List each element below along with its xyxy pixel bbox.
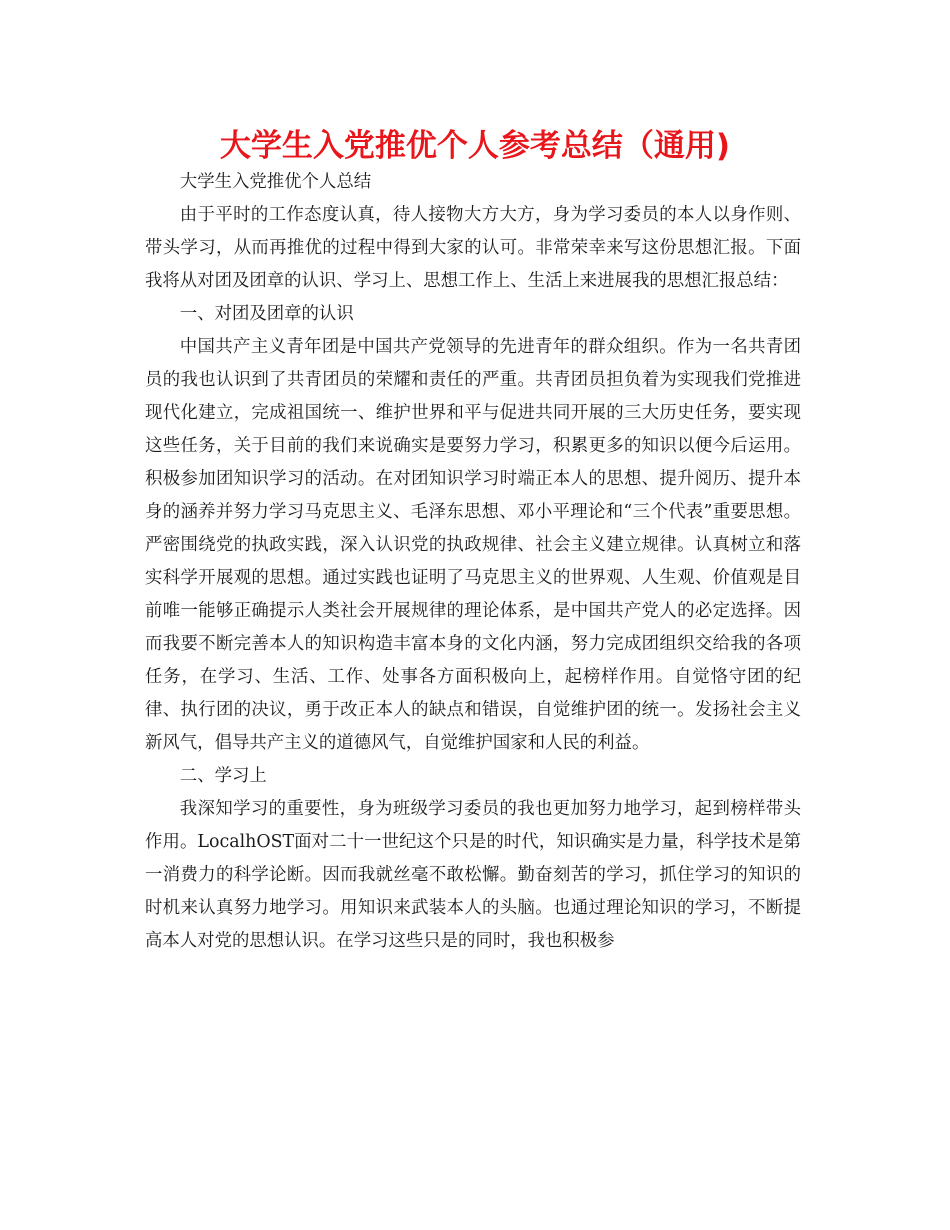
section-1-paragraph: 中国共产主义青年团是中国共产党领导的先进青年的群众组织。作为一名共青团员的我也认识到了共青团员的荣耀和责任的严重。共青团员担负着为实现我们党推进现代化建立，完成祖国统一、维护世界和平与促进共同开展的三大历史任务，要实现这些任务，关于目前的我们来说确实是要努力学习，积累更多的知识以便今后运用。积极参加团知识学习的活动。在对团知识学习时端正本人的思想、提升阅历、提升本身的涵养并努力学习马克思主义、毛泽东思想、邓小平理论和“三个代表”重要思想。严密围绕党的执政实践，深入认识党的执政规律、社会主义建立规律。认真树立和落实科学开展观的思想。通过实践也证明了马克思主义的世界观、人生观、价值观是目前唯一能够正确提示人类社会开展规律的理论体系，是中国共产党人的必定选择。因而我要不断完善本人的知识构造丰富本身的文化内涵，努力完成团组织交给我的各项任务，在学习、生活、工作、处事各方面积极向上，起榜样作用。自觉恪守团的纪律、执行团的决议，勇于改正本人的缺点和错误，自觉维护团的统一。发扬社会主义新风气，倡导共产主义的道德风气，自觉维护国家和人民的利益。 bbox=[145, 337, 801, 753]
intro-paragraph: 由于平时的工作态度认真，待人接物大方大方，身为学习委员的本人以身作则、带头学习，从而再推优的过程中得到大家的认可。非常荣幸来写这份思想汇报。下面我将从对团及团章的认识、学习上、思想工作上、生活上来进展我的思想汇报总结： bbox=[145, 205, 801, 291]
subtitle-paragraph: 大学生入党推优个人总结 bbox=[179, 172, 372, 192]
document-title: 大学生入党推优个人参考总结（通用) bbox=[219, 128, 731, 164]
document-body bbox=[145, 166, 801, 958]
section-2-paragraph: 我深知学习的重要性，身为班级学习委员的我也更加努力地学习，起到榜样带头作用。LocalhOST面对二十一世纪这个只是的时代，知识确实是力量，科学技术是第一消费力的科学论断。因而我就丝毫不敢松懈。勤奋刻苦的学习，抓住学习的知识的时机来认真努力地学习。用知识来武装本人的头脑。也通过理论知识的学习，不断提高本人对党的思想认识。在学习这些只是的同时，我也积极参 bbox=[145, 799, 801, 951]
section-heading-2: 二、学习上 bbox=[179, 766, 267, 786]
section-heading-1: 一、对团及团章的认识 bbox=[179, 304, 354, 324]
